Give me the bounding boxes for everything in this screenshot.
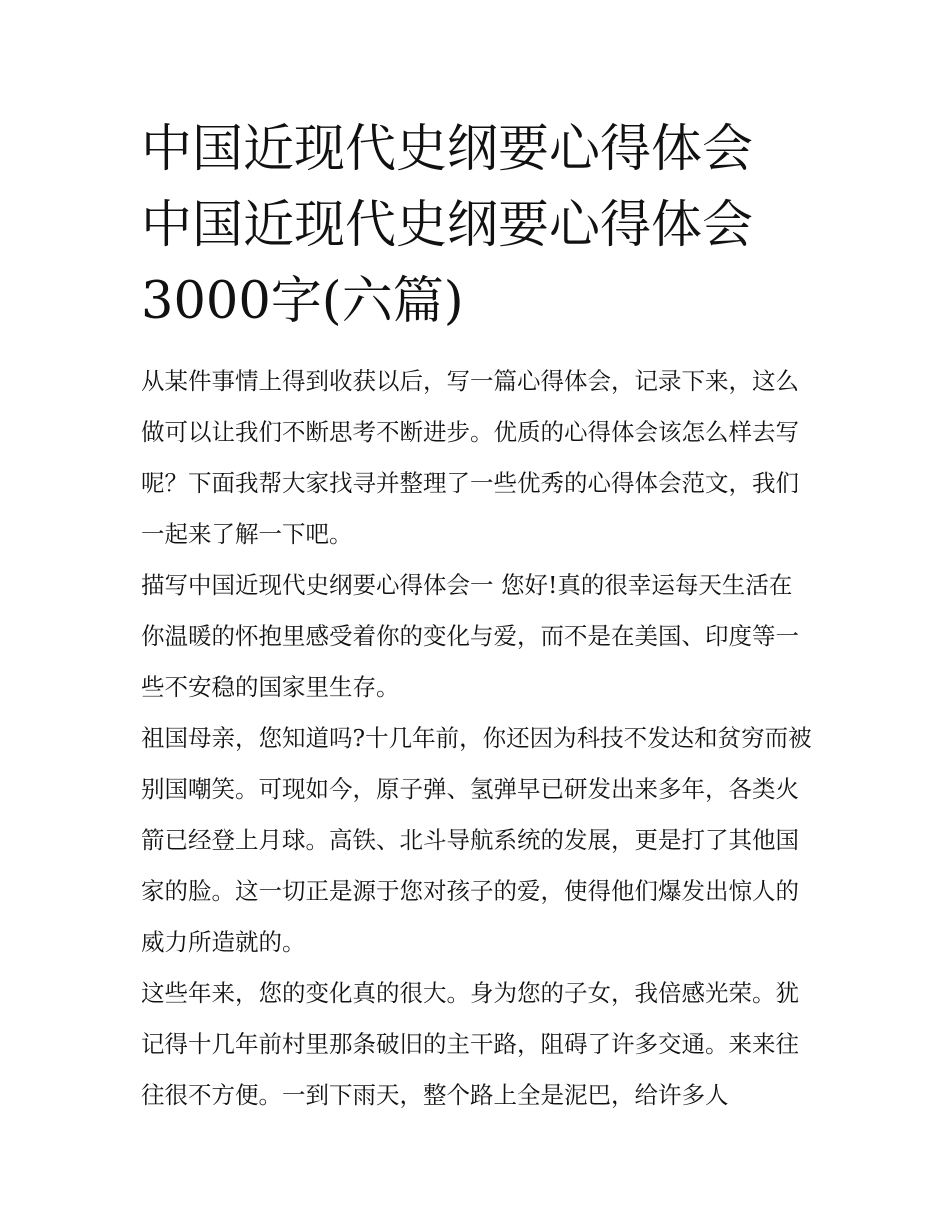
document-content xyxy=(141,112,813,1121)
paragraph-3: 祖国母亲，您知道吗?十几年前，你还因为科技不发达和贫穷而被别国嘲笑。可现如今，原子弹、氢弹早已研发出来多年，各类火箭已经登上月球。高铁、北斗导航系统的发展，更是打了其他国家的脸。这一切正是源于您对孩子的爱，使得他们爆发出惊人的威力所造就的。 xyxy=(141,724,812,956)
document-title: 中国近现代史纲要心得体会 中国近现代史纲要心得体会3000字(六篇) xyxy=(141,120,754,331)
paragraph-4: 这些年来，您的变化真的很大。身为您的子女，我倍感光荣。犹记得十几年前村里那条破旧的主干路，阻碍了许多交通。来来往往很不方便。一到下雨天，整个路上全是泥巴，给许多人 xyxy=(141,979,799,1109)
paragraph-2: 描写中国近现代史纲要心得体会一 您好!真的很幸运每天生活在你温暖的怀抱里感受着你的变化与爱，而不是在美国、印度等一些不安稳的国家里生存。 xyxy=(141,571,799,701)
paragraph-1: 从某件事情上得到收获以后，写一篇心得体会，记录下来，这么做可以让我们不断思考不断进步。优质的心得体会该怎么样去写呢？下面我帮大家找寻并整理了一些优秀的心得体会范文，我们一起来了解一下吧。 xyxy=(141,367,799,548)
